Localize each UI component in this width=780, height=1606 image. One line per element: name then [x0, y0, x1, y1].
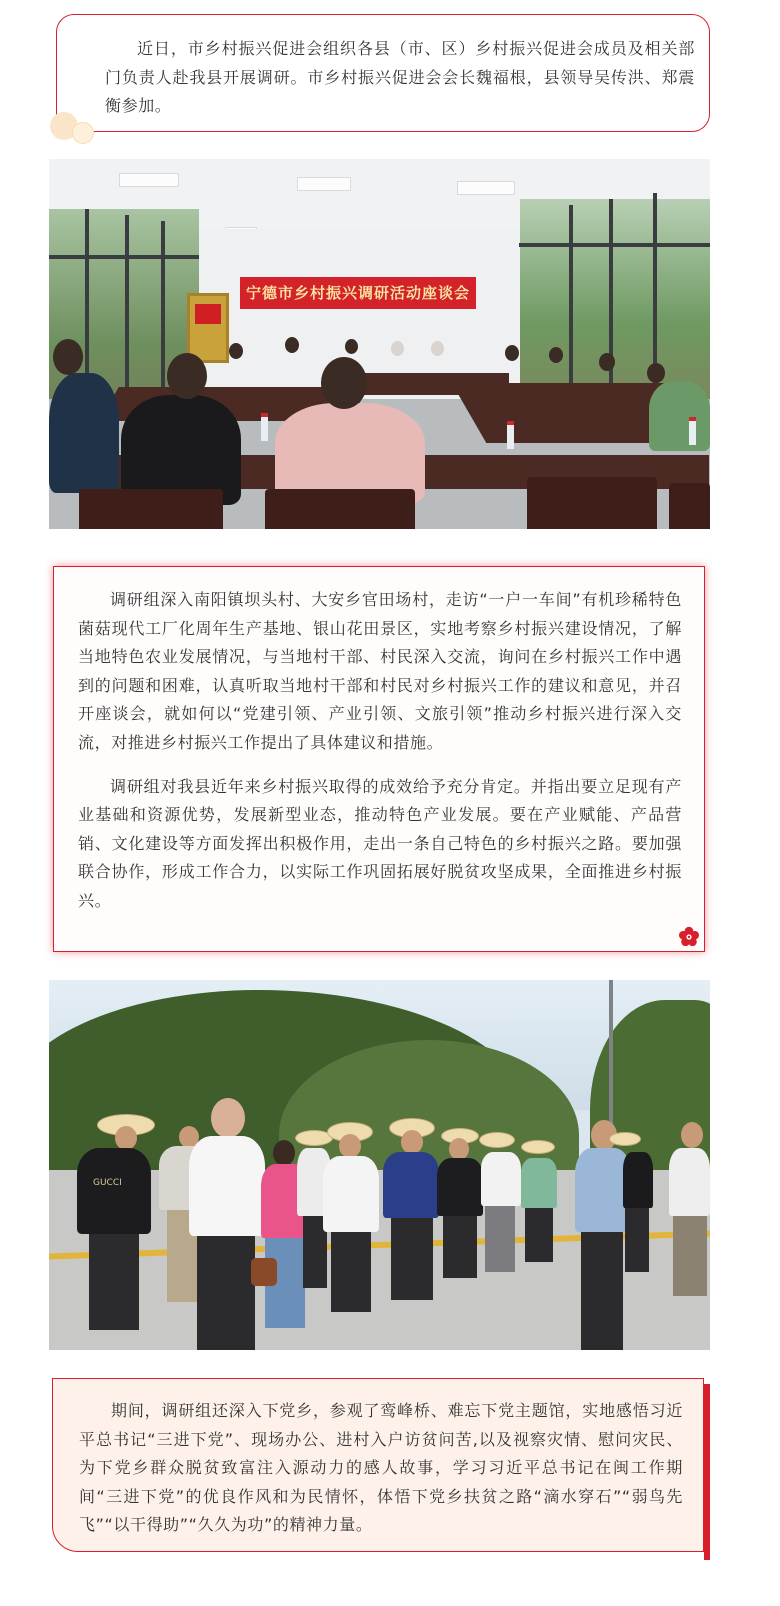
- visit-paragraph: 期间，调研组还深入下党乡，参观了鸾峰桥、难忘下党主题馆，实地感悟习近平总书记“三进下党”、现场办公、进村入户访贫问苦,以及视察灾情、慰问灾民、为下党乡群众脱贫致富注入源动力的感人故事，学习习近平总书记在闽工作期间“三进下党”的优良作风和为民情怀，体悟下党乡扶贫之路“滴水穿石”“弱鸟先飞”“以干得助”“久久为功”的精神力量。: [79, 1401, 683, 1535]
- meeting-photo: [49, 159, 710, 529]
- attendee: [229, 343, 243, 359]
- decorative-circle: [72, 122, 94, 144]
- intro-paragraph: 近日，市乡村振兴促进会组织各县（市、区）乡村振兴促进会成员及相关部门负责人赴我县开展调研。市乡村振兴促进会会长魏福根，县领导吴传洪、郑震衡参加。: [105, 39, 695, 116]
- attendee: [431, 341, 444, 356]
- shirt-print: GUCCI: [93, 1178, 122, 1188]
- site-visit-photo: [49, 980, 710, 1350]
- window-frame: [519, 243, 710, 247]
- straw-hat: [521, 1140, 555, 1154]
- box-fold-accent: [704, 1384, 710, 1560]
- research-paragraph-1: 调研组深入南阳镇坝头村、大安乡官田场村，走访“一户一车间”有机珍稀特色菌菇现代工厂化周年生产基地、银山花田景区，实地考察乡村振兴建设情况，了解当地特色农业发展情况，与当地村干部、村民深入交流，询问在乡村振兴工作中遇到的问题和困难，认真听取当地村干部和村民对乡村振兴工作的建议和意见，并召开座谈会，就如何以“党建引领、产业引领、文旅引领”推动乡村振兴进行深入交流，对推进乡村振兴工作提出了具体建议和措施。: [78, 590, 682, 752]
- visitor: [89, 1234, 139, 1330]
- handbag: [251, 1258, 277, 1286]
- visitor: [197, 1236, 255, 1350]
- chair: [527, 477, 657, 529]
- plum-blossom-icon: [678, 926, 700, 948]
- research-paragraph-2: 调研组对我县近年来乡村振兴取得的成效给予充分肯定。并指出要立足现有产业基础和资源优势，发展新型业态，推动特色产业发展。要在产业赋能、产品营销、文化建设等方面发挥出积极作用，走出一条自己特色的乡村振兴之路。要加强联合协作，形成工作合力，以实际工作巩固拓展好脱贫攻坚成果，全面推进乡村振兴。: [78, 776, 682, 910]
- attendee: [321, 357, 367, 409]
- visitor: [623, 1152, 653, 1208]
- ceiling-light: [119, 173, 179, 187]
- chair: [79, 489, 223, 529]
- water-bottle: [507, 421, 514, 449]
- visitor: [681, 1122, 703, 1148]
- visitor: [331, 1232, 371, 1312]
- visitor: [625, 1208, 649, 1272]
- visitor: [437, 1158, 483, 1216]
- research-text-box: [53, 566, 705, 952]
- visitor: [449, 1138, 469, 1160]
- ceiling-light: [457, 181, 515, 195]
- attendee: [647, 363, 665, 383]
- visitor: [189, 1136, 265, 1236]
- attendee: [649, 381, 710, 451]
- attendee: [167, 353, 207, 399]
- chair: [669, 483, 710, 529]
- water-bottle: [689, 417, 696, 445]
- attendee: [285, 337, 299, 353]
- visitor: [443, 1216, 477, 1278]
- visitor: [273, 1140, 295, 1166]
- straw-hat: [609, 1132, 641, 1146]
- visitor: [339, 1134, 361, 1158]
- visitor: [669, 1148, 710, 1216]
- visitor: [521, 1158, 557, 1208]
- attendee: [549, 347, 563, 363]
- water-bottle: [261, 413, 268, 441]
- attendee: [49, 373, 119, 493]
- party-flag-board: [187, 293, 229, 363]
- visitor: [77, 1148, 151, 1234]
- visitor: [485, 1206, 515, 1272]
- visitor: [401, 1130, 423, 1154]
- visitor: [481, 1152, 521, 1206]
- attendee: [345, 339, 358, 354]
- ceiling-light: [297, 177, 351, 191]
- visitor: [391, 1218, 433, 1300]
- visitor: [673, 1216, 707, 1296]
- attendee: [599, 353, 615, 371]
- window-frame: [49, 255, 199, 259]
- attendee: [275, 403, 425, 503]
- visitor: [323, 1156, 379, 1232]
- meeting-banner: 宁德市乡村振兴调研活动座谈会: [240, 277, 476, 309]
- visitor: [383, 1152, 439, 1218]
- intro-text-box: [56, 14, 710, 132]
- visitor: [581, 1232, 623, 1350]
- chair: [265, 489, 415, 529]
- attendee: [505, 345, 519, 361]
- attendee: [53, 339, 83, 375]
- straw-hat: [479, 1132, 515, 1148]
- attendee: [391, 341, 404, 356]
- visitor: [115, 1126, 137, 1150]
- visitor: [211, 1098, 245, 1138]
- visit-text-box: [52, 1378, 704, 1552]
- visitor: [525, 1208, 553, 1262]
